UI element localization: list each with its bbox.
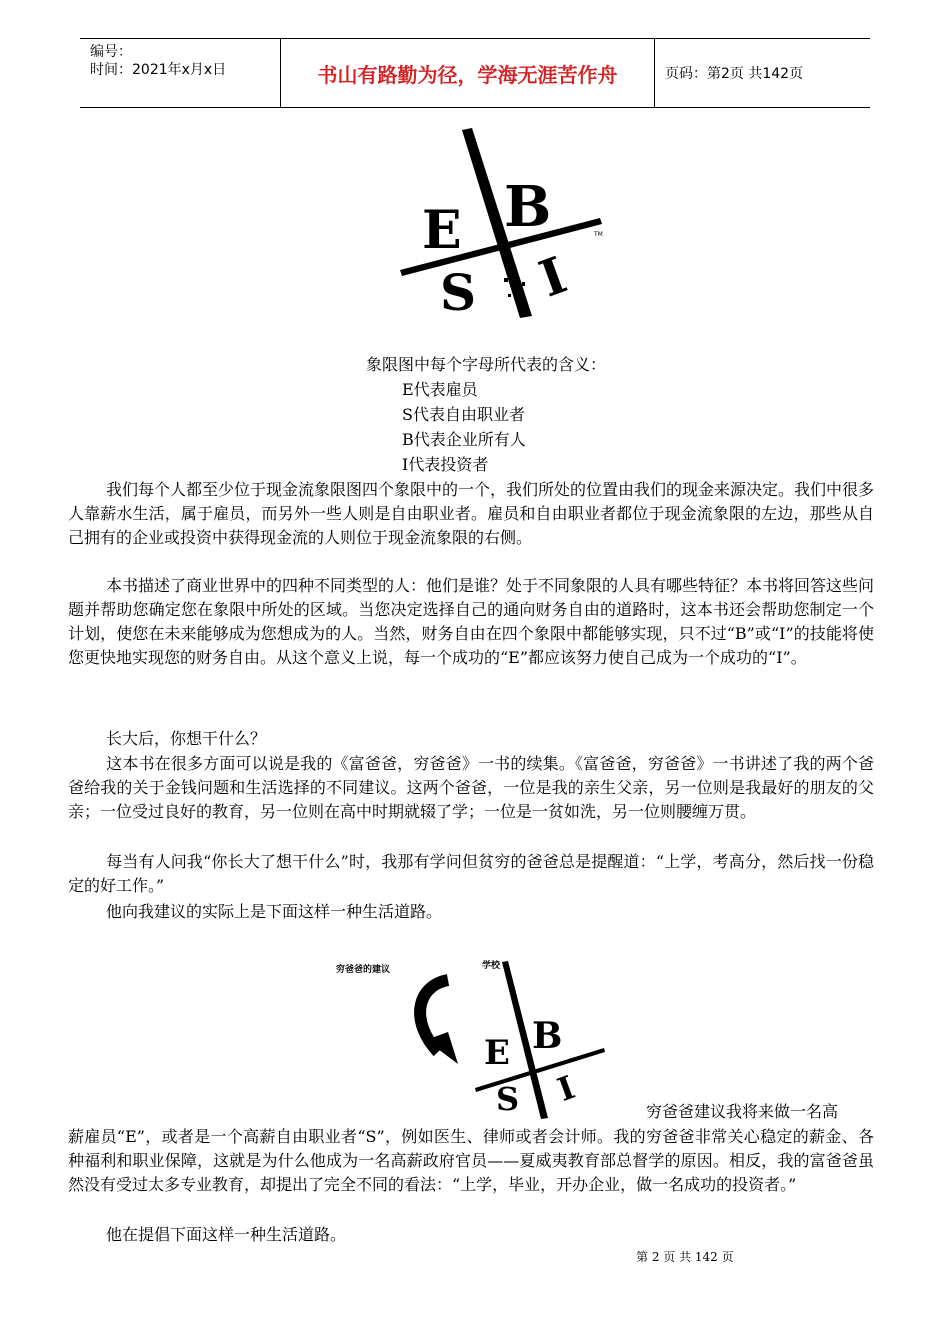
paragraph-5: 每当有人问我“你长大了想干什么”时，我那有学问但贫穷的爸爸总是提醒道：“上学，考高分，然后找一份稳定的好工作。” [68,852,874,895]
number-label: 编号： [90,44,132,60]
paragraph-2: 本书描述了商业世界中的四种不同类型的人：他们是谁？处于不同象限的人具有哪些特征？本书将回答这些问题并帮助您确定您在象限中所处的区域。当您决定选择自己的通向财务自由的道路时，这本书还会帮助您制定一个计划，使您在未来能够成为您想成为的人。当然，财务自由在四个象限中都能够实现，只不过“B”或“I”的技能将使您更快地实现您的财务自由。从这个意义上说，每一个成功的“E”都应该努力使自己成为一个成功的“I”。 [68,576,875,667]
paragraph-8: 他在提倡下面这样一种生活道路。 [106,1225,347,1244]
page-header [80,38,870,108]
cashflow-quadrant-figure [400,128,610,318]
motto: 书山有路勤为径，学海无涯苦作舟 [280,39,655,107]
caption-e: E代表雇员 [402,380,478,399]
caption-b: B代表企业所有人 [402,430,526,449]
letter-e-2: E [484,1033,510,1073]
letter-b: B [504,174,552,240]
caption-i: I代表投资者 [402,455,489,474]
caption-s: S代表自由职业者 [402,405,525,424]
paragraph-4: 这本书在很多方面可以说是我的《富爸爸，穷爸爸》一书的续集。《富爸爸，穷爸爸》一书讲述了我的两个爸爸给我的关于金钱问题和生活选择的不同建议。这两个爸爸，一位是我的亲生父亲，另一位则是我最好的朋友的父亲；一位受过良好的教育，另一位则在高中时期就辍了学；一位是一贫如洗，另一位则腰缠万贯。 [68,754,874,821]
paragraph-3: 长大后，你想干什么？ [106,729,267,748]
date-label: 时间：2021年x月x日 [90,62,227,78]
school-label: 学校 [482,961,501,971]
caption-intro: 象限图中每个字母所代表的含义： [366,355,607,374]
trademark: TM [594,231,603,238]
advice-label: 穷爸爸的建议 [336,965,391,975]
letter-i: I [531,245,574,309]
paragraph-1: 我们每个人都至少位于现金流象限图四个象限中的一个，我们所处的位置由我们的现金来源决定。我们中很多人靠薪水生活，属于雇员，而另外一些人则是自由职业者。雇员和自由职业者都位于现金流象限的左边，那些从自己拥有的企业或投资中获得现金流的人则位于现金流象限的右侧。 [68,480,875,547]
footer-page-number: 第 2 页 共 142 页 [636,1250,734,1264]
letter-e: E [422,200,462,261]
letter-b-2: B [532,1015,563,1057]
poor-dad-advice-figure [330,952,640,1120]
letter-s-2: S [496,1080,520,1118]
paragraph-7-body: 薪雇员“E”，或者是一个高薪自由职业者“S”，例如医生、律师或者会计师。我的穷爸爸非常关心稳定的薪金、各种福利和职业保障，这就是为什么他成为一名高薪政府官员——夏威夷教育部总督学的原因。相反，我的富爸爸虽然没有受过太多专业教育，却提出了完全不同的看法：“上学，毕业，开办企业，做一名成功的投资者。” [68,1127,874,1194]
letter-s: S [440,263,477,318]
paragraph-6: 他向我建议的实际上是下面这样一种生活道路。 [106,902,443,921]
paragraph-7-start: 穷爸爸建议我将来做一名高 [646,1102,839,1121]
letter-i-2: I [552,1068,580,1109]
page-label: 页码：第2页 共142页 [665,66,804,82]
header-meta-cell [80,39,280,107]
